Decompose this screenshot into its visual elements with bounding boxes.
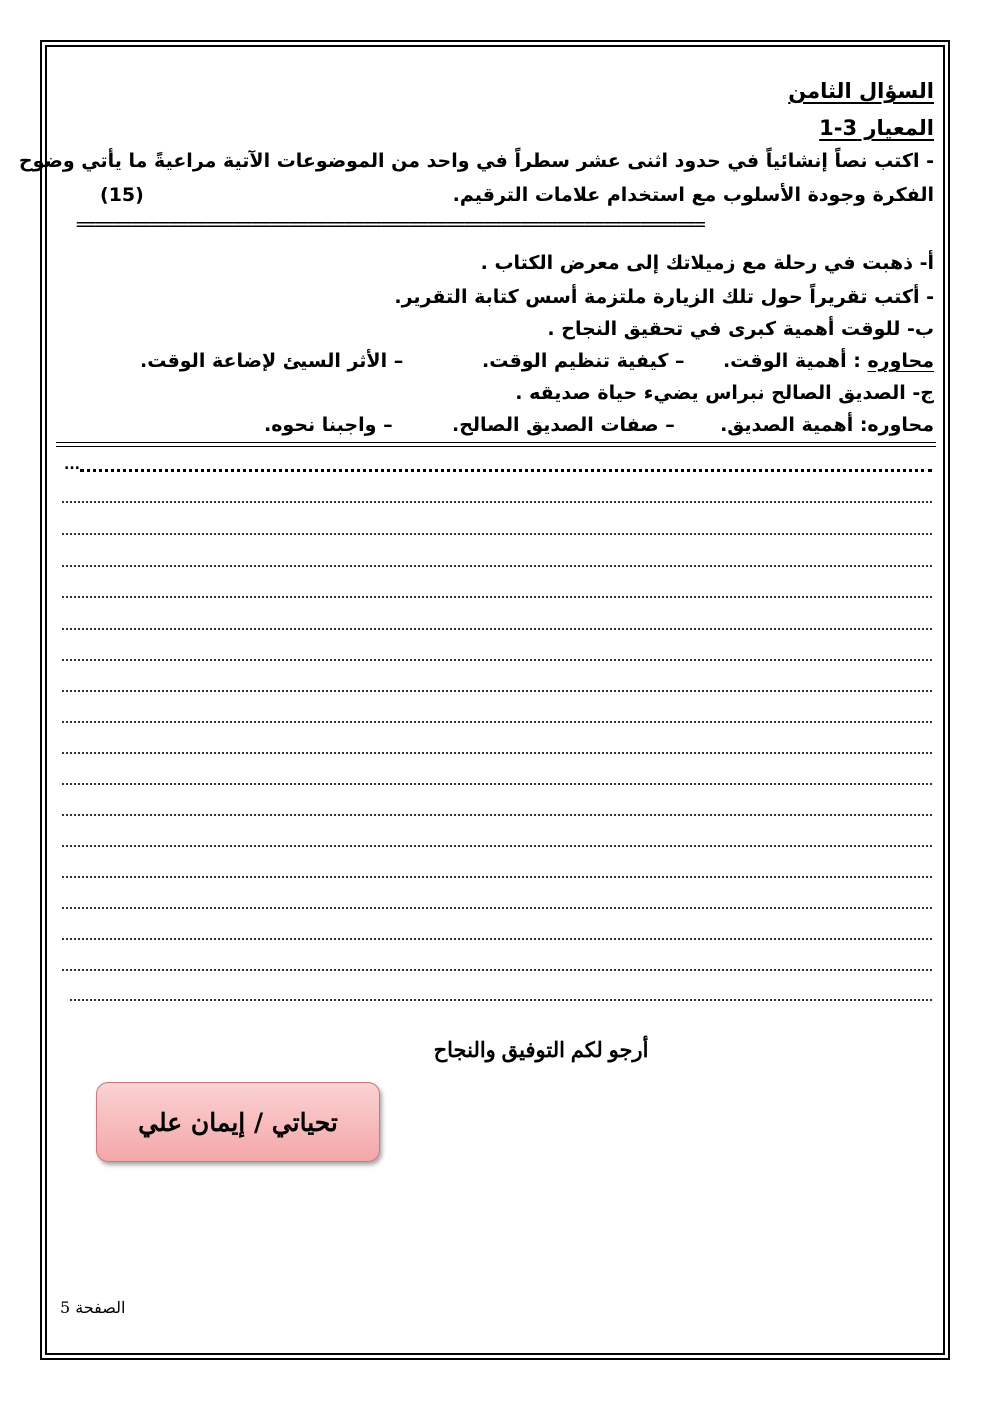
writing-line[interactable] bbox=[62, 564, 932, 567]
closing-wish: أرجو لكم التوفيق والنجاح bbox=[433, 1039, 649, 1062]
topic-c-axis-3: – واجبنا نحوه. bbox=[264, 414, 393, 436]
writing-line[interactable] bbox=[62, 500, 932, 503]
writing-line[interactable] bbox=[62, 627, 932, 630]
writing-line[interactable] bbox=[62, 689, 932, 692]
instruction-line-1: - اكتب نصاً إنشائياً في حدود اثنى عشر سطراً في واحد من الموضوعات الآتية مراعيةً ما يأتي وضوح bbox=[18, 150, 934, 172]
topic-a-title: أ- ذهبت في رحلة مع زميلاتك إلى معرض الكتاب . bbox=[480, 252, 934, 274]
topic-b-axis-2: – كيفية تنظيم الوقت. bbox=[482, 350, 685, 372]
writing-line[interactable] bbox=[62, 875, 932, 878]
writing-line[interactable] bbox=[62, 844, 932, 847]
standard-label: المعيار 3-1 bbox=[819, 116, 934, 140]
separator-line: ==================================================================== bbox=[76, 214, 705, 235]
topic-c-axis-1: محاوره: أهمية الصديق. bbox=[720, 414, 934, 436]
signature-box bbox=[96, 1082, 380, 1162]
writing-line[interactable] bbox=[70, 998, 932, 1001]
marks-label: (15) bbox=[100, 184, 144, 206]
writing-line[interactable] bbox=[62, 906, 932, 909]
writing-line[interactable] bbox=[62, 595, 932, 598]
section-divider-top bbox=[56, 442, 936, 443]
signature-text: تحياتي / إيمان علي bbox=[138, 1107, 338, 1137]
topic-c-title: ج- الصديق الصالح نبراس يضيء حياة صديقه . bbox=[515, 382, 934, 404]
writing-line[interactable] bbox=[62, 658, 932, 661]
topic-a-task: - أكتب تقريراً حول تلك الزيارة ملتزمة أسس كتابة التقرير. bbox=[394, 286, 934, 308]
topic-c-axis-2: – صفات الصديق الصالح. bbox=[452, 414, 675, 436]
topic-b-axes bbox=[723, 348, 934, 374]
topic-b-axes-label: محاوره bbox=[867, 350, 934, 372]
topic-b-title: ب- للوقت أهمية كبرى في تحقيق النجاح . bbox=[547, 318, 934, 340]
topic-b-axis-1: : أهمية الوقت. bbox=[722, 350, 861, 372]
writing-line[interactable] bbox=[62, 751, 932, 754]
topic-b-axis-3: – الأثر السيئ لإضاعة الوقت. bbox=[140, 350, 404, 372]
writing-line[interactable] bbox=[62, 720, 932, 723]
writing-line[interactable] bbox=[62, 937, 932, 940]
writing-line[interactable] bbox=[62, 782, 932, 785]
writing-lead-dots: ... bbox=[64, 457, 80, 473]
instruction-line-2: الفكرة وجودة الأسلوب مع استخدام علامات الترقيم. bbox=[452, 184, 934, 206]
section-divider-bottom bbox=[56, 446, 936, 447]
writing-line[interactable] bbox=[62, 968, 932, 971]
writing-line[interactable] bbox=[80, 468, 932, 472]
writing-line[interactable] bbox=[62, 813, 932, 816]
writing-line[interactable] bbox=[62, 532, 932, 535]
question-title: السؤال الثامن bbox=[788, 79, 934, 103]
page-number: الصفحة 5 bbox=[60, 1298, 126, 1317]
